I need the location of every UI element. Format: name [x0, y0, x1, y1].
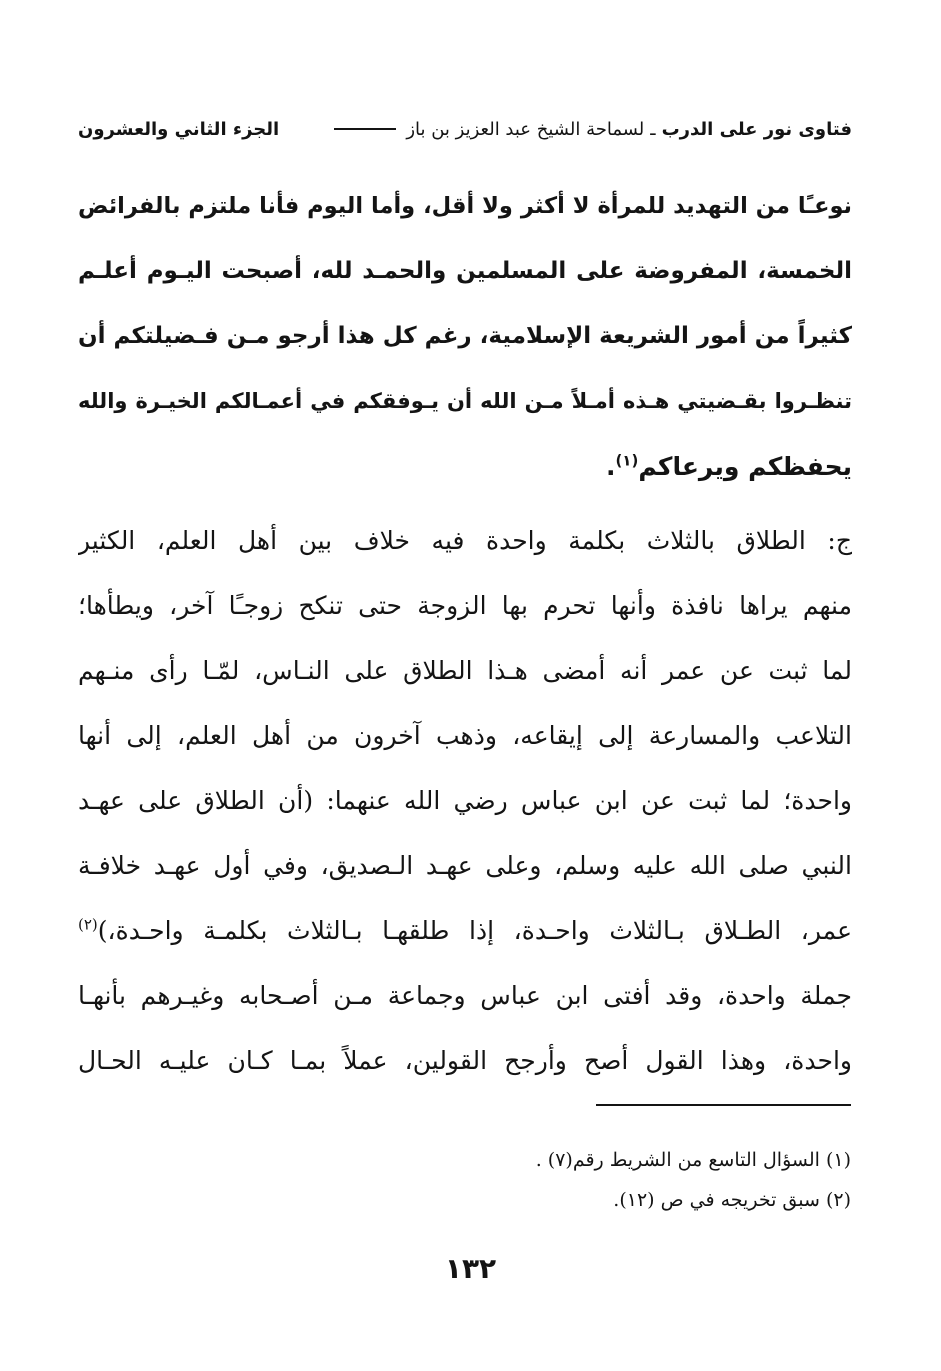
- text-line: واحدة، وهذا القول أصح وأرجح القولين، عملاً بمـا كـان عليـه الحـال: [78, 1046, 852, 1075]
- footnote-item: (٢) سبق تخريجه في ص (١٢).: [613, 1189, 851, 1211]
- footnote-reference: (١): [615, 451, 639, 470]
- text-line: الخمسة، المفروضة على المسلمين والحمـد لله، أصبحت اليـوم أعلـم: [78, 258, 852, 284]
- text-segment: عمر، الطـلاق بـالثلاث واحـدة، إذا طلقهـا بـالثلاث بكلمـة واحـدة،): [97, 916, 852, 945]
- footnote-reference: (٢): [78, 915, 98, 934]
- header-part: الجزء الثاني والعشرون: [78, 118, 280, 140]
- question-paragraph: [78, 174, 852, 499]
- text-line: منهم يراها نافذة وأنها تحرم بها الزوجة حتى تنكح زوجـًا آخر، ويطأها؛: [78, 591, 852, 620]
- footnotes: [151, 1140, 851, 1220]
- text-line: [78, 898, 852, 963]
- text-line: لما ثبت عن عمر أنه أمضى هـذا الطلاق على النـاس، لمّـا رأى منـهم: [78, 656, 852, 685]
- text-line: كثيراً من أمور الشريعة الإسلامية، رغم كل هذا أرجو مـن فـضيلتكم أن: [78, 323, 852, 349]
- answer-paragraph: [78, 508, 852, 1093]
- footnote-item: (١) السؤال التاسع من الشريط رقم(٧) .: [535, 1149, 851, 1171]
- header-separator: ـ: [650, 118, 656, 140]
- text-line: [78, 434, 852, 499]
- page-number: ١٣٢: [444, 1252, 497, 1285]
- text-line: ج: الطلاق بالثلاث بكلمة واحدة فيه خلاف بين أهل العلم، الكثير: [78, 526, 852, 555]
- text-line: تنظـروا بقـضيتي هـذه أمـلاً مـن الله أن يـوفقكم في أعمـالكم الخيـرة والله: [78, 389, 852, 413]
- text-line: النبي صلى الله عليه وسلم، وعلى عهـد الـصديق، وفي أول عهـد خلافـة: [78, 851, 852, 880]
- text-segment: يحفظكم ويرعاكم: [638, 452, 852, 481]
- header-author: لسماحة الشيخ عبد العزيز بن باز: [406, 118, 645, 140]
- header-rule: [334, 128, 396, 130]
- text-line: جملة واحدة، وقد أفتى ابن عباس وجماعة مـن أصـحابه وغيـرهم بأنهـا: [78, 981, 852, 1010]
- running-header: [78, 112, 852, 146]
- header-book-title: فتاوى نور على الدرب: [661, 118, 852, 140]
- text-line: نوعـًا من التهديد للمرأة لا أكثر ولا أقل، وأما اليوم فأنا ملتزم بالفرائض: [78, 193, 852, 219]
- text-line: التلاعب والمسارعة إلى إيقاعه، وذهب آخرون من أهل العلم، إلى أنها: [78, 721, 852, 750]
- text-line: واحدة؛ لما ثبت عن ابن عباس رضي الله عنهما: (أن الطلاق على عهـد: [78, 786, 852, 815]
- footnote-separator: [596, 1104, 851, 1106]
- header-title-group: [330, 119, 852, 140]
- text-segment: .: [605, 452, 616, 481]
